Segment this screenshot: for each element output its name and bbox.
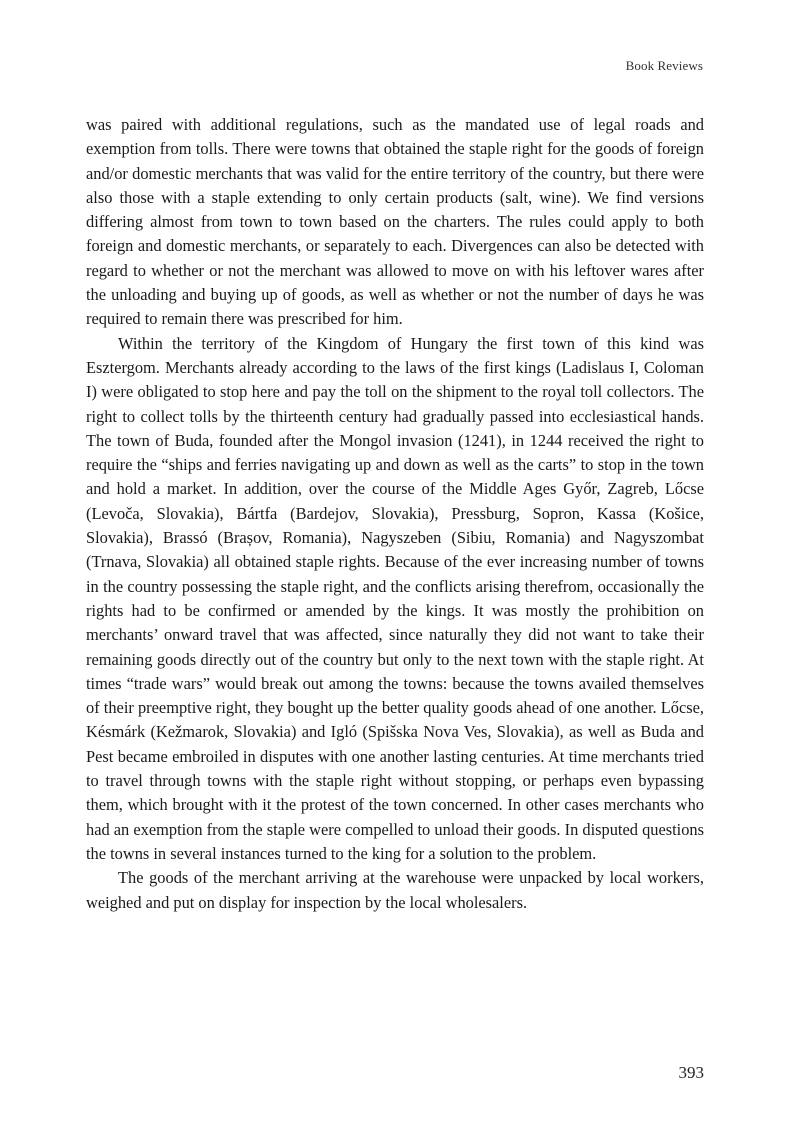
paragraph: The goods of the merchant arriving at the warehouse were unpacked by local workers, weighed and put on display for inspection by the local wholesalers. bbox=[86, 868, 704, 912]
page-number: 393 bbox=[678, 1063, 704, 1082]
paragraph: Within the territory of the Kingdom of Hungary the first town of this kind was Esztergom. Merchants already according to the laws of the first kings (Ladislaus I, Coloman I) were obligated to stop here and pay the toll on the shipment to the royal toll collectors. The right to collect tolls by the thirteenth century had gradually passed into ecclesiastical hands. The town of Buda, founded after the Mongol invasion (1241), in 1244 received the right to require the “ships and ferries navigating up and down as well as the carts” to stop in the town and hold a market. In addition, over the course of the Middle Ages Győr, Zagreb, Lőcse (Levoča, Slovakia), Bártfa (Bardejov, Slovakia), Pressburg, Sopron, Kassa (Košice, Slovakia), Brassó (Brașov, Romania), Nagyszeben (Sibiu, Romania) and Nagyszombat (Trnava, Slovakia) all obtained staple rights. Because of the ever increasing number of towns in the country possessing the staple right, and the conflicts arising therefrom, occasionally the rights had to be confirmed or amended by the kings. It was mostly the prohibition on merchants’ onward travel that was affected, since naturally they did not want to take their remaining goods directly out of the country but only to the next town with the staple right. At times “trade wars” would break out among the towns: because the towns availed themselves of their preemptive right, they bought up the better quality goods ahead of one another. Lőcse, Késmárk (Kežmarok, Slovakia) and Igló (Spišska Nova Ves, Slovakia), as well as Buda and Pest became embroiled in disputes with one another lasting centuries. At time merchants tried to travel through towns with the staple right without stopping, or perhaps even bypassing them, which brought with it the protest of the town concerned. In other cases merchants who had an exemption from the staple were compelled to unload their goods. In disputed questions the towns in several instances turned to the king for a solution to the problem. bbox=[86, 333, 704, 863]
running-header: Book Reviews bbox=[625, 58, 703, 73]
paragraph: was paired with additional regulations, such as the mandated use of legal roads and exemption from tolls. There were towns that obtained the staple right for the goods of foreign and/or domestic merchants that was valid for the entire territory of the country, but there were also those with a staple extending to only certain products (salt, wine). We find versions differing almost from town to town based on the charters. The rules could apply to both foreign and domestic merchants, or separately to each. Divergences can also be detected with regard to whether or not the merchant was allowed to move on with his leftover wares after the unloading and buying up of goods, as well as whether or not the number of days he was required to remain there was prescribed for him. bbox=[86, 115, 704, 329]
body-text bbox=[86, 113, 704, 915]
